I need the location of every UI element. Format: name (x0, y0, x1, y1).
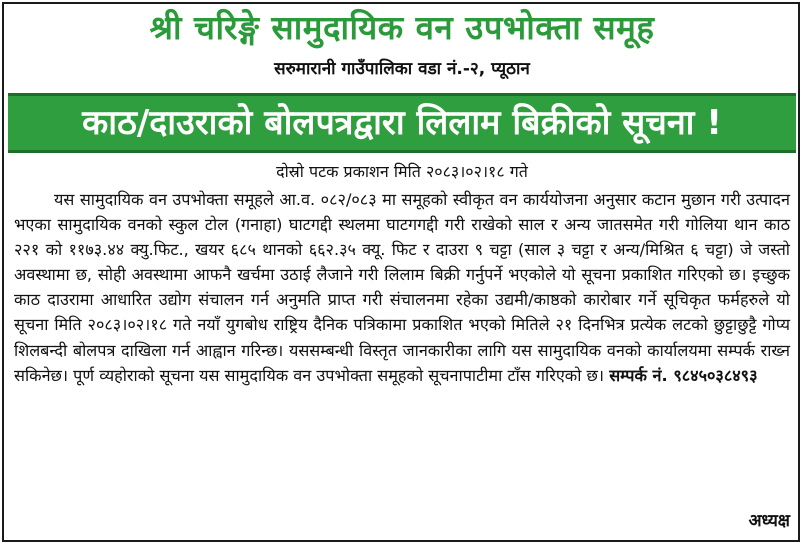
notice-title: काठ/दाउराको बोलपत्रद्वारा लिलाम बिक्रीको सूचना ! (82, 103, 722, 143)
notice-title-banner (8, 93, 796, 153)
publication-date-line: दोस्रो पटक प्रकाशन मिति २०८३।०२।१८ गते (276, 162, 528, 181)
notice-body-text: यस सामुदायिक वन उपभोक्ता समूहले आ.व. ०८२/०८३ मा समूहको स्वीकृत वन कार्ययोजना अनुसार कटान मुछान गरी उत्पादन भएका सामुदायिक वनको स्कुल टोल (गनाहा) घाटगद्दी स्थलमा घाटगगद्दी गरी राखेको साल र अन्य जातसमेत गरी गोलिया थान काठ २२१ को ११७३.४४ क्यु.फिट., खयर ६८५ थानको ६६२.३५ क्यू. फिट र दाउरा ९ चट्टा (साल ३ चट्टा र अन्य/मिश्रित ६ चट्टा) जे जस्तो अवस्थामा छ, सोही अवस्थामा आफनै खर्चमा उठाई लैजाने गरी लिलाम बिक्री गर्नुपर्ने भएकोले यो सूचना प्रकाशित गरिएको छ। इच्छुक काठ दाउरामा आधारित उद्योग संचालन गर्न अनुमति प्राप्त गरी संचालनमा रहेका उद्यमी/काष्ठको कारोबार गर्ने सूचिकृत फर्महरुले यो सूचना मिति २०८३।०२।१८ गते नयाँ युगबोध राष्ट्रिय दैनिक पत्रिकामा प्रकाशित भएको मितिले २१ दिनभित्र प्रत्येक लटको छुट्टाछुट्टै गोप्य शिलबन्दी बोलपत्र दाखिला गर्न आह्वान गरिन्छ। यससम्बन्धी विस्तृत जानकारीका लागि यस सामुदायिक वनको कार्यालयमा सम्पर्क राख्न सकिनेछ। पूर्ण व्यहोराको सूचना यस सामुदायिक वन उपभोक्ता समूहको सूचनापाटीमा टाँस गरिएको छ। (14, 190, 790, 385)
contact-number: सम्पर्क नं. ९८४५०३८४९३ (609, 365, 758, 385)
signatory-title: अध्यक्ष (748, 511, 790, 531)
organization-address: सरुमारानी गाउँपालिका वडा नं.-२, प्यूठान (274, 59, 530, 79)
organization-name: श्री चरिङ्गे सामुदायिक वन उपभोक्ता समूह (149, 8, 655, 47)
notice-body (14, 187, 790, 388)
